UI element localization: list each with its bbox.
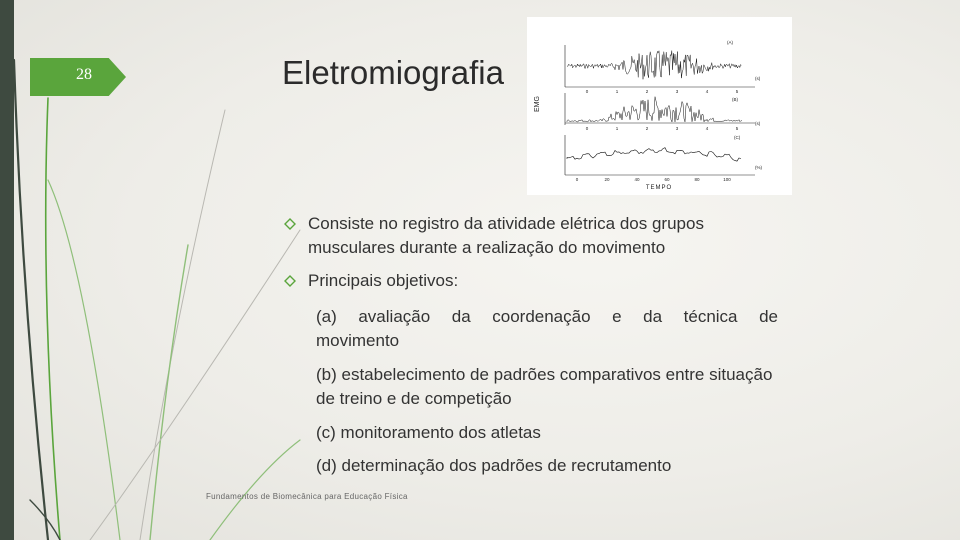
tick-label-bottom: 20 — [604, 177, 610, 182]
slide-number: 28 — [76, 66, 92, 83]
panel-label: (%) — [755, 165, 762, 170]
y-axis-label: EMG — [534, 96, 541, 112]
diamond-icon — [284, 218, 296, 230]
tick-label-bottom: 80 — [694, 177, 700, 182]
tick-label-top: 5 — [735, 89, 739, 94]
emg-figure — [527, 17, 792, 195]
bullet-definition — [284, 212, 784, 260]
panel-label: (s) — [755, 121, 761, 126]
tick-label-bottom: 0 — [575, 177, 579, 182]
panel-a-trace — [567, 51, 741, 80]
tick-label-top: 0 — [585, 89, 589, 94]
bullet-text: Principais objetivos: — [308, 271, 459, 290]
panel-label: (A) — [727, 40, 733, 45]
tick-label-mid: 1 — [615, 126, 619, 131]
objective-item: (c) monitoramento dos atletas — [316, 423, 541, 442]
footer-text: Fundamentos de Biomecânica para Educação Física — [206, 492, 408, 501]
objective-item: (b) estabelecimento de padrões comparativos entre situação de treino e de competição — [316, 365, 773, 408]
tick-label-top: 4 — [705, 89, 709, 94]
tick-label-mid: 2 — [645, 126, 649, 131]
objective-item: (a) avaliação da coordenação e da técnica de — [316, 307, 778, 326]
panel-label: (C) — [734, 135, 741, 140]
tick-label-top: 1 — [615, 89, 619, 94]
panel-c-trace — [567, 148, 741, 161]
emg-chart — [527, 17, 792, 195]
tick-label-bottom: 60 — [664, 177, 670, 182]
objective-item-cont: movimento — [316, 331, 400, 350]
x-axis-label: TEMPO — [645, 185, 673, 191]
diamond-icon — [284, 275, 296, 287]
tick-label-mid: 4 — [705, 126, 709, 131]
tick-label-mid: 5 — [735, 126, 739, 131]
tick-label-bottom: 40 — [634, 177, 640, 182]
panel-b-trace — [567, 97, 742, 122]
objective-item: (d) determinação dos padrões de recrutamento — [316, 456, 672, 475]
tick-label-top: 2 — [645, 89, 649, 94]
tick-label-mid: 3 — [675, 126, 679, 131]
tick-label-bottom: 100 — [723, 177, 731, 182]
panel-label: (s) — [755, 76, 761, 81]
panel-label: (B) — [732, 97, 738, 102]
tick-label-top: 3 — [675, 89, 679, 94]
tick-label-mid: 0 — [585, 126, 589, 131]
slide-title: Eletromiografia — [282, 54, 504, 91]
bullet-text: Consiste no registro da atividade elétrica dos grupos musculares durante a realização do movimento — [308, 214, 704, 257]
bullet-objectives — [284, 269, 784, 293]
